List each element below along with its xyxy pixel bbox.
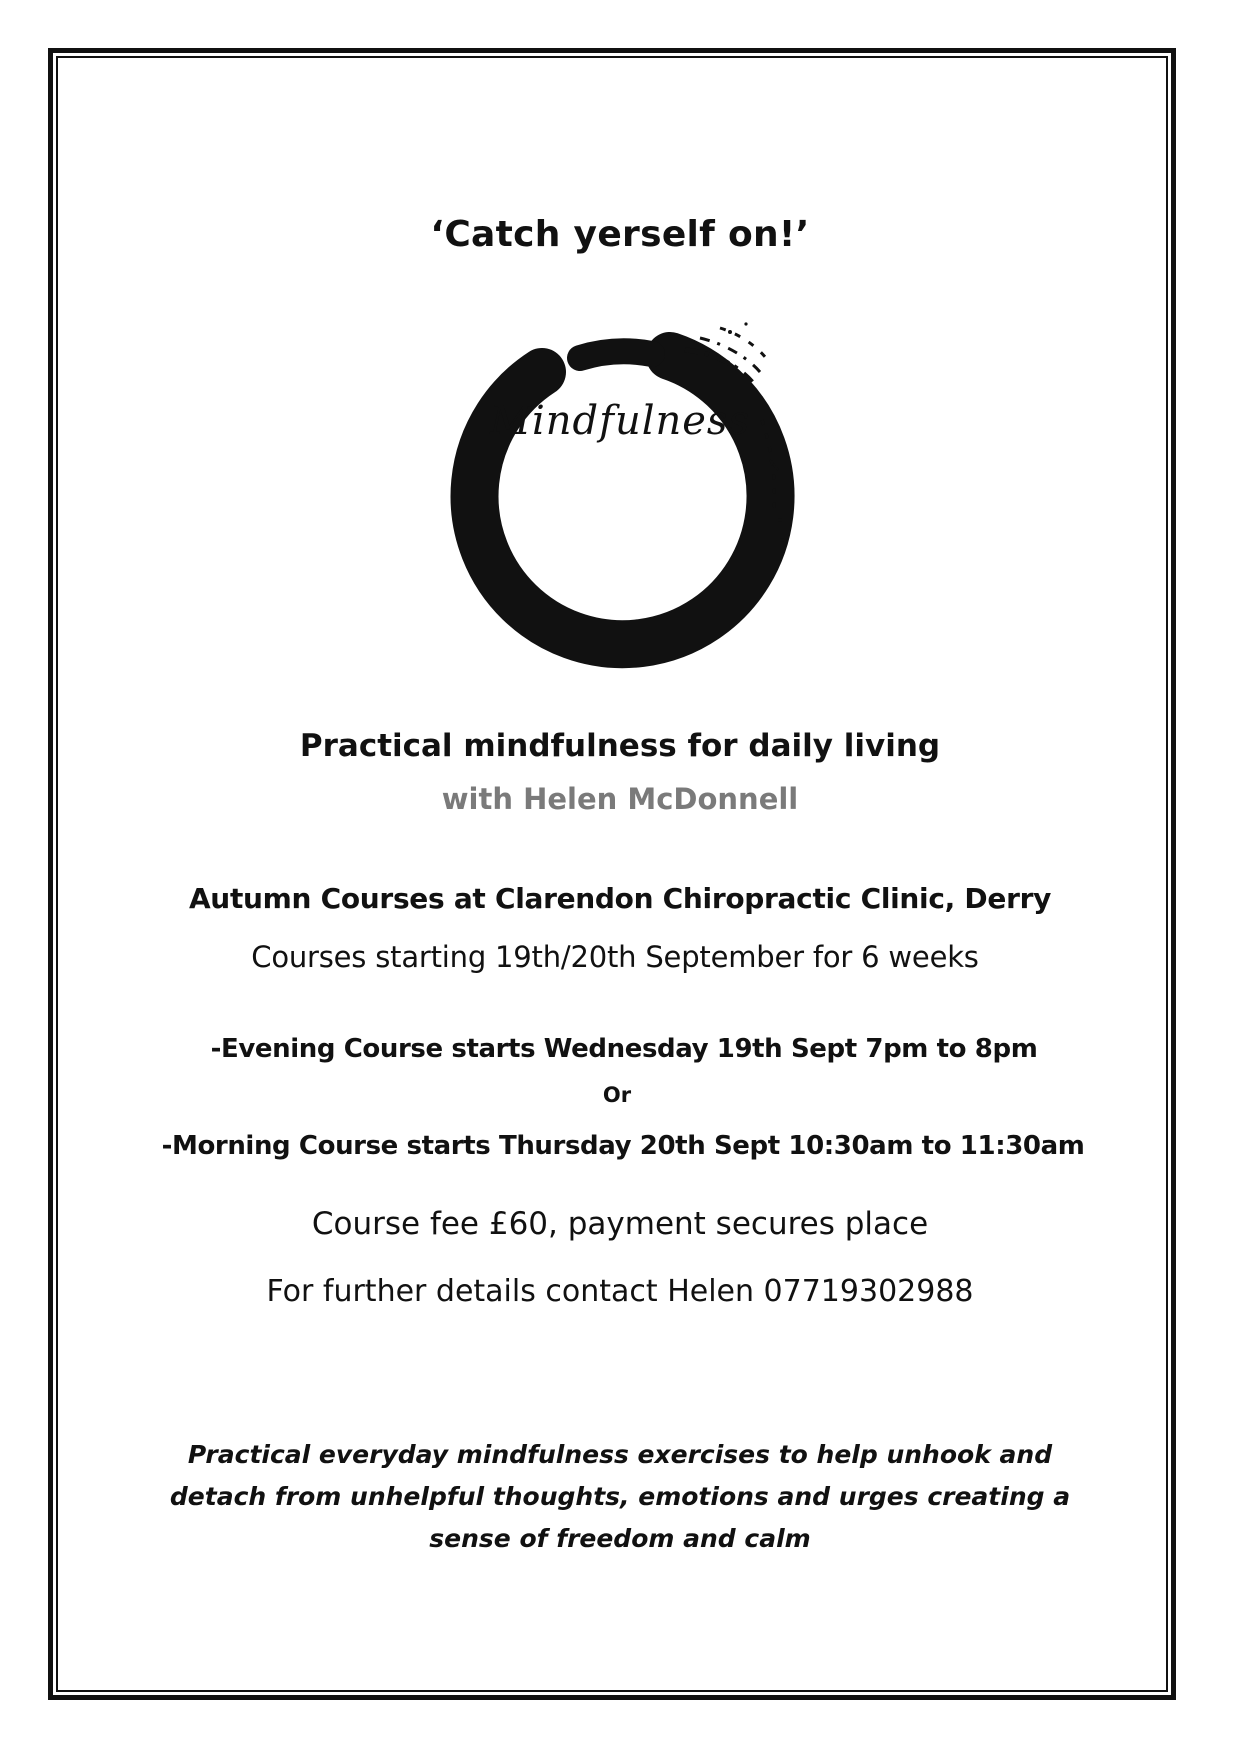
course-fee: Course fee £60, payment secures place xyxy=(311,1206,929,1242)
headline: ‘Catch yerself on!’ xyxy=(430,214,810,255)
tagline: Practical mindfulness for daily living xyxy=(299,728,941,764)
presenter-name: with Helen McDonnell xyxy=(441,782,799,816)
evening-course: -Evening Course starts Wednesday 19th Sept 7pm to 8pm xyxy=(210,1034,1038,1064)
course-description: Practical everyday mindfulness exercises to help unhook and detach from unhelpful thoughts, emotions and urges creating a sense of freedom and calm xyxy=(169,1440,1071,1553)
logo-text: Mindfulness xyxy=(490,398,750,444)
enso-circle-icon xyxy=(475,322,784,644)
venue-heading: Autumn Courses at Clarendon Chiropractic Clinic, Derry xyxy=(188,882,1052,915)
morning-course: -Morning Course starts Thursday 20th Sept 10:30am to 11:30am xyxy=(161,1131,1085,1161)
course-start-dates: Courses starting 19th/20th September for 6 weeks xyxy=(251,940,979,974)
contact-details: For further details contact Helen 07719302988 xyxy=(266,1274,974,1309)
or-separator: Or xyxy=(602,1083,632,1107)
mindfulness-enso-logo xyxy=(430,310,810,690)
